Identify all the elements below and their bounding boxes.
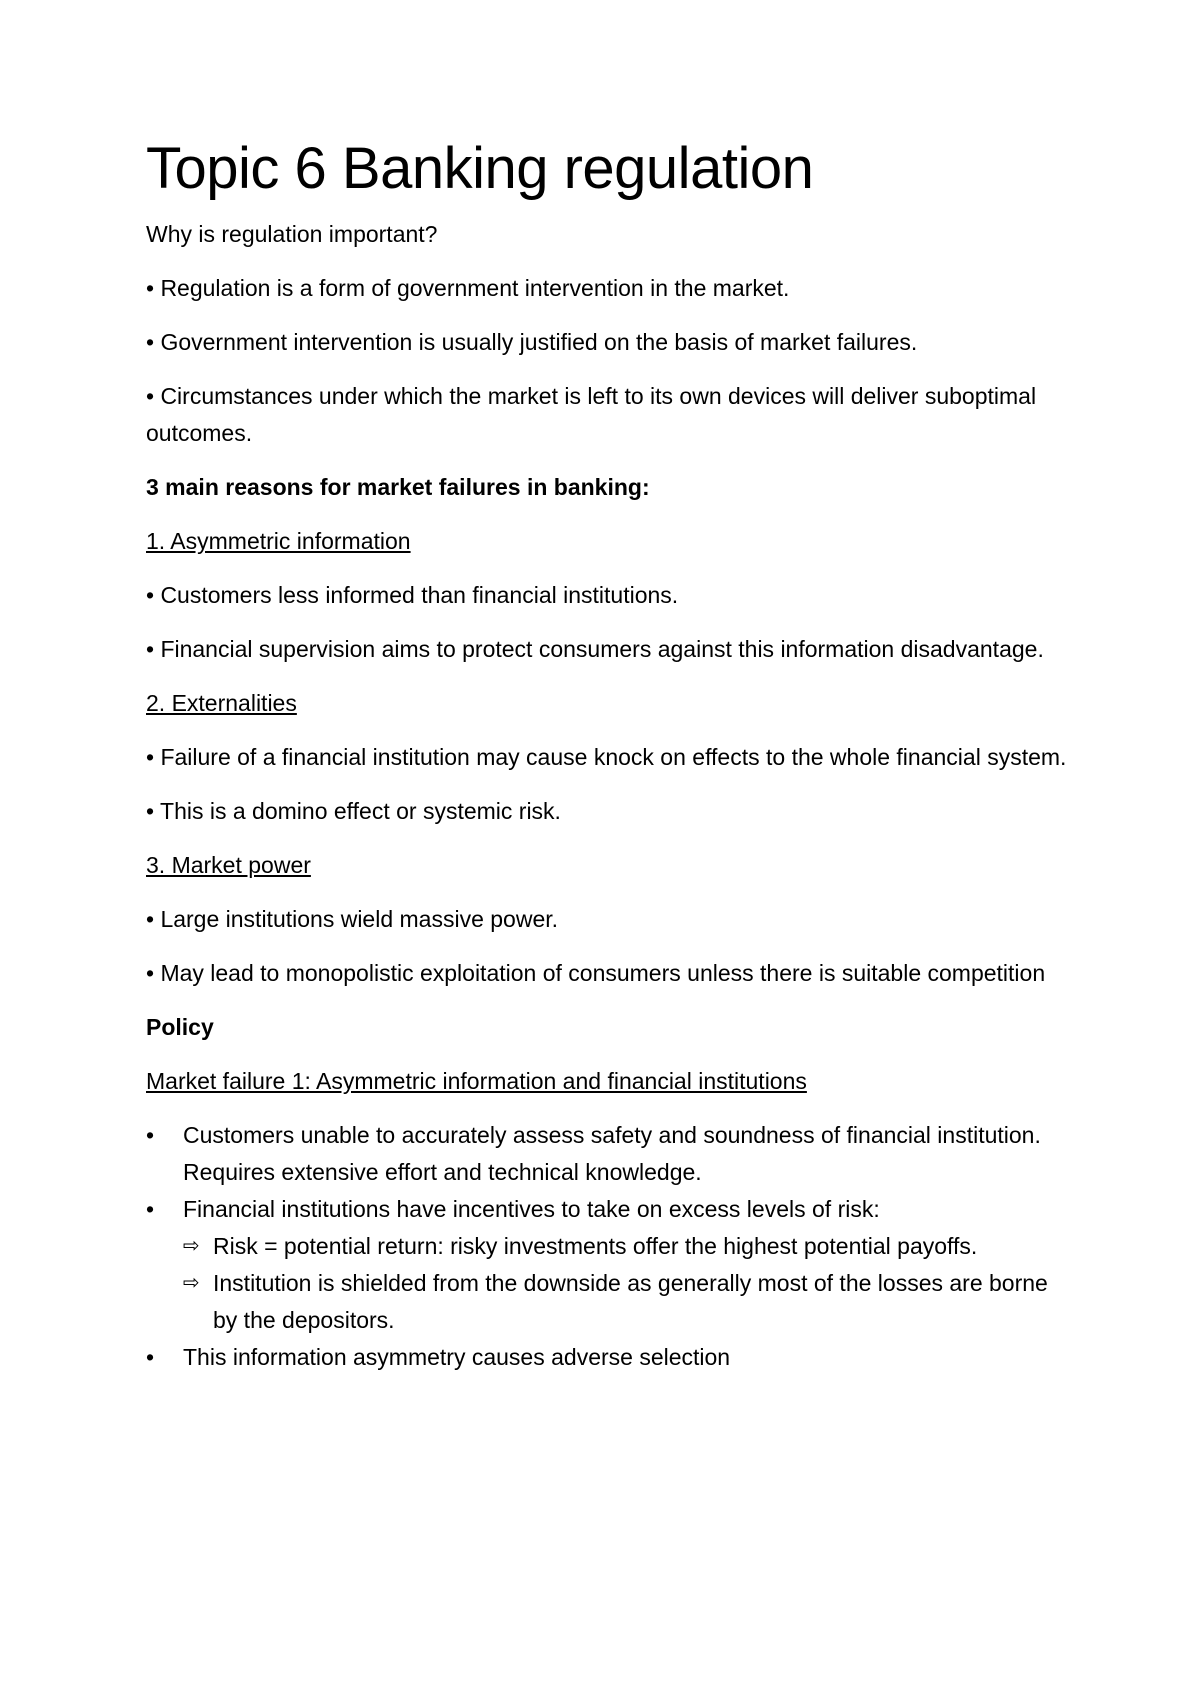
policy-item-text: This information asymmetry causes adverse selection xyxy=(183,1344,731,1370)
intro-bullet: • Regulation is a form of government intervention in the market. xyxy=(146,275,790,301)
reason-heading-externalities: 2. Externalities xyxy=(146,690,297,716)
intro-question: Why is regulation important? xyxy=(146,221,438,247)
intro-bullet: • Circumstances under which the market is left to its own devices will deliver suboptimal outcomes. xyxy=(146,383,1037,446)
document-page xyxy=(146,136,1076,1376)
policy-sub-list-item xyxy=(183,1228,1076,1265)
reason-bullet: • Failure of a financial institution may cause knock on effects to the whole financial system. xyxy=(146,744,1067,770)
arrow-right-icon: ⇨ xyxy=(183,1272,200,1294)
policy-sub-item-text: Institution is shielded from the downside as generally most of the losses are borne by the depositors. xyxy=(213,1270,1048,1333)
reason-bullet: • Customers less informed than financial institutions. xyxy=(146,582,679,608)
policy-list-item xyxy=(146,1191,1076,1339)
document-title: Topic 6 Banking regulation xyxy=(146,136,814,201)
reason-heading-asymmetric-information: 1. Asymmetric information xyxy=(146,528,411,554)
arrow-right-icon: ⇨ xyxy=(183,1235,200,1257)
policy-subheading: Market failure 1: Asymmetric information and financial institutions xyxy=(146,1068,807,1094)
policy-heading: Policy xyxy=(146,1014,214,1040)
policy-list xyxy=(146,1117,1076,1376)
policy-list-item xyxy=(146,1339,1076,1376)
reason-bullet: • Large institutions wield massive power. xyxy=(146,906,559,932)
reason-bullet: • May lead to monopolistic exploitation of consumers unless there is suitable competition xyxy=(146,960,1046,986)
policy-sub-list-item xyxy=(183,1265,1076,1339)
intro-bullet: • Government intervention is usually justified on the basis of market failures. xyxy=(146,329,918,355)
reasons-heading: 3 main reasons for market failures in banking: xyxy=(146,474,650,500)
policy-sub-list xyxy=(183,1228,1076,1339)
policy-item-text: Customers unable to accurately assess safety and soundness of financial institution. Requires extensive effort and technical knowledge. xyxy=(183,1122,1041,1185)
bullet-icon: • xyxy=(146,1196,155,1222)
policy-item-text: Financial institutions have incentives to take on excess levels of risk: xyxy=(183,1196,880,1222)
policy-sub-item-text: Risk = potential return: risky investments offer the highest potential payoffs. xyxy=(213,1233,978,1259)
reason-bullet: • Financial supervision aims to protect consumers against this information disadvantage. xyxy=(146,636,1044,662)
bullet-icon: • xyxy=(146,1344,155,1370)
reason-bullet: • This is a domino effect or systemic risk. xyxy=(146,798,561,824)
policy-list-item xyxy=(146,1117,1076,1191)
bullet-icon: • xyxy=(146,1122,155,1148)
reason-heading-market-power: 3. Market power xyxy=(146,852,311,878)
